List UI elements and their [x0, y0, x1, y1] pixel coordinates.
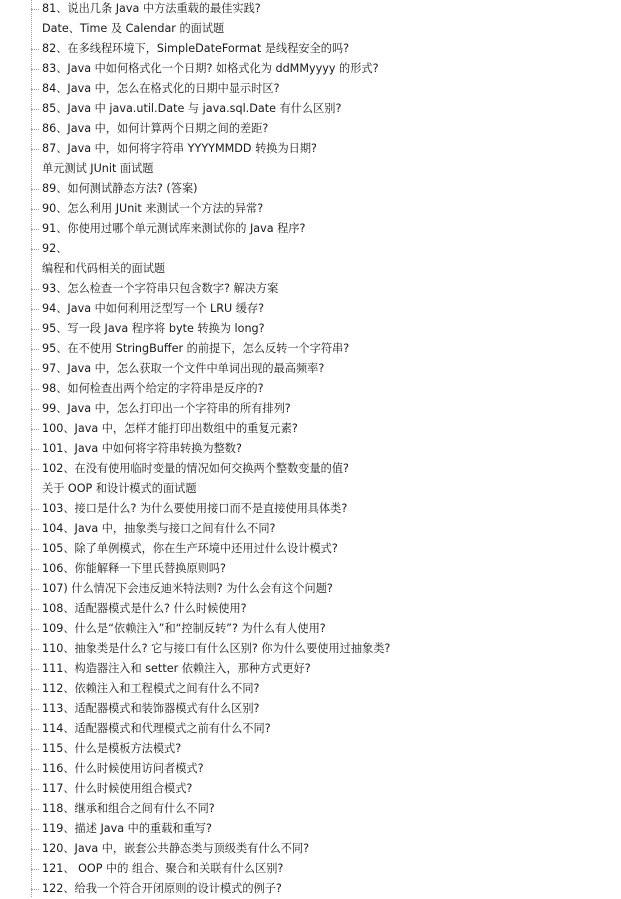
- outline-item-label: 86、Java 中，如何计算两个日期之间的差距?: [42, 122, 269, 135]
- outline-item[interactable]: [0, 579, 621, 599]
- outline-item-label: 116、什么时候使用访问者模式?: [42, 762, 204, 775]
- outline-item[interactable]: [0, 759, 621, 779]
- outline-item[interactable]: [0, 199, 621, 219]
- outline-item-label: 98、如何检查出两个给定的字符串是反序的?: [42, 382, 264, 395]
- outline-item[interactable]: [0, 79, 621, 99]
- outline-item-label: 91、你使用过哪个单元测试库来测试你的 Java 程序?: [42, 222, 306, 235]
- outline-item[interactable]: [0, 719, 621, 739]
- outline-item-label: 84、Java 中，怎么在格式化的日期中显示时区?: [42, 82, 280, 95]
- outline-branch-connector: [31, 429, 39, 430]
- outline-item-label: 109、什么是“依赖注入”和“控制反转”? 为什么有人使用?: [42, 622, 326, 635]
- outline-item-label: 85、Java 中 java.util.Date 与 java.sql.Date 有什么区别?: [42, 102, 342, 115]
- outline-branch-connector: [31, 509, 39, 510]
- outline-item[interactable]: [0, 439, 621, 459]
- outline-item[interactable]: [0, 699, 621, 719]
- outline-item[interactable]: [0, 779, 621, 799]
- outline-item-label: 113、适配器模式和装饰器模式有什么区别?: [42, 702, 260, 715]
- outline-item-label: 82、在多线程环境下，SimpleDateFormat 是线程安全的吗?: [42, 42, 350, 55]
- outline-item[interactable]: [0, 0, 621, 19]
- outline-item[interactable]: [0, 219, 621, 239]
- outline-heading-label: Date、Time 及 Calendar 的面试题: [42, 22, 225, 35]
- outline-item[interactable]: [0, 519, 621, 539]
- outline-item-label: 111、构造器注入和 setter 依赖注入，那种方式更好?: [42, 662, 311, 675]
- outline-item-label: 90、怎么利用 JUnit 来测试一个方法的异常?: [42, 202, 264, 215]
- outline-item-label: 115、什么是模板方法模式?: [42, 742, 182, 755]
- outline-item[interactable]: [0, 59, 621, 79]
- outline-branch-connector: [31, 229, 39, 230]
- outline-item-label: 107) 什么情况下会违反迪米特法则? 为什么会有这个问题?: [42, 582, 333, 595]
- outline-heading[interactable]: [0, 479, 621, 499]
- outline-item-label: 81、说出几条 Java 中方法重载的最佳实践?: [42, 2, 261, 15]
- outline-item-label: 121、 OOP 中的 组合、聚合和关联有什么区别?: [42, 862, 284, 875]
- outline-item-label: 105、除了单例模式，你在生产环境中还用过什么设计模式?: [42, 542, 338, 555]
- outline-item-label: 117、什么时候使用组合模式?: [42, 782, 193, 795]
- outline-branch-connector: [31, 869, 39, 870]
- outline-branch-connector: [31, 329, 39, 330]
- outline-item[interactable]: [0, 459, 621, 479]
- outline-branch-connector: [31, 669, 39, 670]
- outline-item[interactable]: [0, 399, 621, 419]
- outline-branch-connector: [31, 529, 39, 530]
- outline-item-label: 118、继承和组合之间有什么不同?: [42, 802, 215, 815]
- outline-item-label: 95、在不使用 StringBuffer 的前提下，怎么反转一个字符串?: [42, 342, 350, 355]
- outline-branch-connector: [31, 369, 39, 370]
- outline-item[interactable]: [0, 819, 621, 839]
- outline-branch-connector: [31, 709, 39, 710]
- outline-item[interactable]: [0, 339, 621, 359]
- outline-branch-connector: [31, 349, 39, 350]
- outline-item-label: 114、适配器模式和代理模式之前有什么不同?: [42, 722, 271, 735]
- outline-branch-connector: [31, 789, 39, 790]
- outline-item[interactable]: [0, 39, 621, 59]
- outline-item-label: 108、适配器模式是什么? 什么时候使用?: [42, 602, 247, 615]
- outline-branch-connector: [31, 449, 39, 450]
- outline-item-label: 106、你能解释一下里氏替换原则吗?: [42, 562, 226, 575]
- outline-item-label: 99、Java 中，怎么打印出一个字符串的所有排列?: [42, 402, 291, 415]
- outline-item[interactable]: [0, 859, 621, 879]
- outline-branch-connector: [31, 829, 39, 830]
- outline-item[interactable]: [0, 279, 621, 299]
- outline-item-label: 110、抽象类是什么? 它与接口有什么区别? 你为什么要使用过抽象类?: [42, 642, 391, 655]
- outline-item-label: 95、写一段 Java 程序将 byte 转换为 long?: [42, 322, 265, 335]
- outline-branch-connector: [31, 289, 39, 290]
- outline-item-label: 102、在没有使用临时变量的情况如何交换两个整数变量的值?: [42, 462, 349, 475]
- outline-branch-connector: [31, 69, 39, 70]
- outline-item-label: 101、Java 中如何将字符串转换为整数?: [42, 442, 242, 455]
- outline-item[interactable]: [0, 239, 621, 259]
- outline-item[interactable]: [0, 739, 621, 759]
- outline-item-label: 103、接口是什么? 为什么要使用接口而不是直接使用具体类?: [42, 502, 348, 515]
- outline-item-label: 87、Java 中，如何将字符串 YYYYMMDD 转换为日期?: [42, 142, 317, 155]
- outline-branch-connector: [31, 809, 39, 810]
- outline-branch-connector: [31, 309, 39, 310]
- outline-heading[interactable]: [0, 259, 621, 279]
- outline-item[interactable]: [0, 139, 621, 159]
- outline-item-label: 100、Java 中，怎样才能打印出数组中的重复元素?: [42, 422, 298, 435]
- outline-branch-connector: [31, 749, 39, 750]
- outline-item-label: 120、Java 中，嵌套公共静态类与顶级类有什么不同?: [42, 842, 310, 855]
- outline-item[interactable]: [0, 659, 621, 679]
- outline-branch-connector: [31, 589, 39, 590]
- outline-item[interactable]: [0, 559, 621, 579]
- outline-item[interactable]: [0, 499, 621, 519]
- outline-branch-connector: [31, 769, 39, 770]
- outline-item[interactable]: [0, 319, 621, 339]
- outline-item-label: 122、给我一个符合开闭原则的设计模式的例子?: [42, 882, 282, 895]
- outline-heading-label: 编程和代码相关的面试题: [42, 262, 166, 275]
- outline-branch-connector: [31, 409, 39, 410]
- outline-branch-connector: [31, 889, 39, 890]
- outline-item[interactable]: [0, 599, 621, 619]
- outline-item[interactable]: [0, 419, 621, 439]
- outline-heading-label: 关于 OOP 和设计模式的面试题: [42, 482, 197, 495]
- outline-branch-connector: [31, 149, 39, 150]
- outline-item[interactable]: [0, 799, 621, 819]
- outline-item[interactable]: [0, 119, 621, 139]
- outline-branch-connector: [31, 89, 39, 90]
- outline-branch-connector: [31, 469, 39, 470]
- outline-heading[interactable]: [0, 159, 621, 179]
- outline-branch-connector: [31, 49, 39, 50]
- outline-branch-connector: [31, 649, 39, 650]
- outline-branch-connector: [31, 389, 39, 390]
- outline-item-label: 112、依赖注入和工程模式之间有什么不同?: [42, 682, 260, 695]
- outline-item-label: 94、Java 中如何利用泛型写一个 LRU 缓存?: [42, 302, 265, 315]
- outline-heading[interactable]: [0, 19, 621, 39]
- outline-item[interactable]: [0, 359, 621, 379]
- outline-branch-connector: [31, 629, 39, 630]
- outline-item[interactable]: [0, 839, 621, 859]
- outline-branch-connector: [31, 129, 39, 130]
- outline-item-label: 119、描述 Java 中的重载和重写?: [42, 822, 212, 835]
- outline-branch-connector: [31, 189, 39, 190]
- outline-branch-connector: [31, 729, 39, 730]
- outline-branch-connector: [31, 609, 39, 610]
- outline-item[interactable]: [0, 619, 621, 639]
- outline-item[interactable]: [0, 299, 621, 319]
- outline-item-label: 89、如何测试静态方法? (答案): [42, 182, 198, 195]
- outline-branch-connector: [31, 549, 39, 550]
- outline-branch-connector: [31, 109, 39, 110]
- outline-branch-connector: [31, 569, 39, 570]
- outline-branch-connector: [31, 209, 39, 210]
- outline-item[interactable]: [0, 179, 621, 199]
- outline-item-label: 97、Java 中，怎么获取一个文件中单词出现的最高频率?: [42, 362, 325, 375]
- outline-item[interactable]: [0, 679, 621, 699]
- outline-item-label: 104、Java 中，抽象类与接口之间有什么不同?: [42, 522, 276, 535]
- outline-item-label: 92、: [42, 242, 68, 255]
- outline-item[interactable]: [0, 639, 621, 659]
- outline-item-label: 83、Java 中如何格式化一个日期? 如格式化为 ddMMyyyy 的形式?: [42, 62, 379, 75]
- outline-heading-label: 单元测试 JUnit 面试题: [42, 162, 154, 175]
- outline-branch-connector: [31, 9, 39, 10]
- outline-item[interactable]: [0, 379, 621, 399]
- outline-item[interactable]: [0, 539, 621, 559]
- outline-branch-connector: [31, 849, 39, 850]
- outline-branch-connector: [31, 249, 39, 250]
- outline-item[interactable]: [0, 99, 621, 119]
- outline-item-label: 93、怎么检查一个字符串只包含数字? 解决方案: [42, 282, 279, 295]
- outline-branch-connector: [31, 689, 39, 690]
- outline-item[interactable]: [0, 879, 621, 899]
